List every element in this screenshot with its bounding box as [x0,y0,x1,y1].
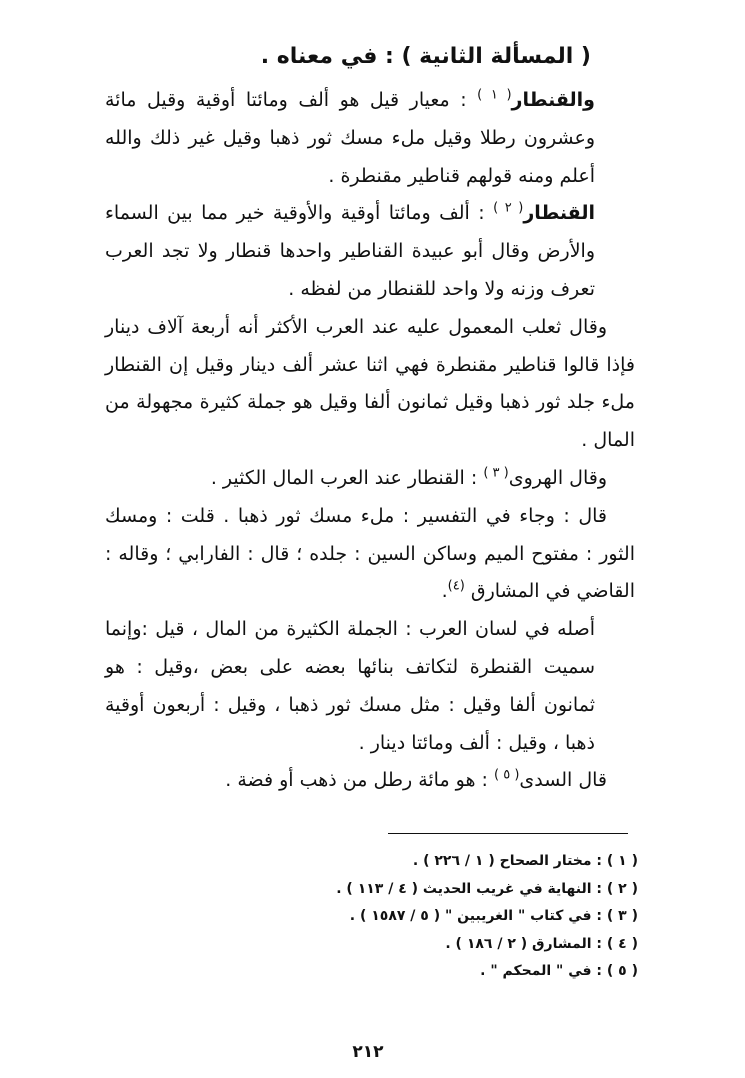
footnote-4: ( ٤ ) : المشارق ( ٢ / ١٨٦ ) . [445,935,638,952]
footnote-1: ( ١ ) : مختار الصحاح ( ١ / ٢٢٦ ) . [412,853,638,869]
footnote-ref-5: ( ٥ ) [494,768,520,784]
footnotes [218,848,638,986]
footnote-3: ( ٣ ) : في كتاب " الغريبين " ( ٥ / ١٥٨٧ ) . [349,908,638,924]
paragraph-suddi [105,762,635,800]
footnote-ref-2: ( ٢ ) [493,201,524,217]
paragraph-text: أصله في لسان العرب : الجملة الكثيرة من المال ، قيل :وإنما سميت القنطرة لتكاتف بنائها بعضه على بعض ،وقيل : هو ثمانون ألفا وقيل : مثل مسك ثور ذهبا ، وقيل : أربعون أوقية ذهبا ، وقيل : ألف ومائتا دينار . [105,618,595,754]
footnote-2: ( ٢ ) : النهاية في غريب الحديث ( ٤ / ١١٣ ) . [336,880,638,897]
footnote-ref-1: ( ١ ) [477,87,512,103]
paragraph-qintar-definition [105,82,635,195]
paragraph-qintar-ounces [105,195,635,308]
paragraph-lisan-al-arab [105,611,635,762]
paragraph-text: : معيار قيل هو ألف ومائتا أوقية وقيل مائة وعشرون رطلا وقيل ملء مسك ثور ذهبا وقيل غير ذلك والله أعلم ومنه قولهم قناطير مقنطرة . [105,89,595,187]
paragraph-text: قال : وجاء في التفسير : ملء مسك ثور ذهبا . قلت : ومسك الثور : مفتوح الميم وساكن السين : جلده ؛ قال : الفارابي ؛ وقاله : القاضي في المشارق [105,504,635,603]
term-qintar: القنطار [523,202,595,225]
paragraph-text: : ألف ومائتا أوقية والأوقية خير مما بين السماء والأرض وقال أبو عبيدة القناطير واحدها قنطار ولا تجد العرب تعرف وزنه ولا واحد للقنطار من لفظه . [105,202,595,300]
paragraph-text: : هو مائة رطل من ذهب أو فضة . [225,769,488,792]
paragraph-thalab [105,309,635,460]
paragraph-text: وقال ثعلب المعمول عليه عند العرب الأكثر أنه أربعة آلاف دينار فإذا قالوا قناطير مقنطرة فهي اثنا عشر ألف دينار وقيل إن القنطار ملء جلد ثور ذهبا وقيل ثمانون ألفا وقيل هو جملة كثيرة مجهولة من المال . [105,315,635,452]
paragraph-lead: وقال الهروى [508,466,607,489]
paragraph-lead: قال السدى [519,769,607,792]
paragraph-harawi [105,460,635,498]
paragraph-text: : القنطار عند العرب المال الكثير . [210,466,478,489]
section-heading: ( المسألة الثانية ) : في معناه . [260,44,591,69]
paragraph-tafsir [105,498,635,611]
term-qintar: والقنطار [511,89,595,111]
page-number: ٢١٢ [352,1042,384,1062]
body-text [105,82,635,800]
footnote-ref-4: (٤) [447,579,465,595]
footnote-divider [388,833,628,834]
footnote-ref-3: ( ٣ ) [483,465,509,481]
paragraph-end: . [441,580,448,603]
footnote-5: ( ٥ ) : في " المحكم " . [480,963,638,979]
